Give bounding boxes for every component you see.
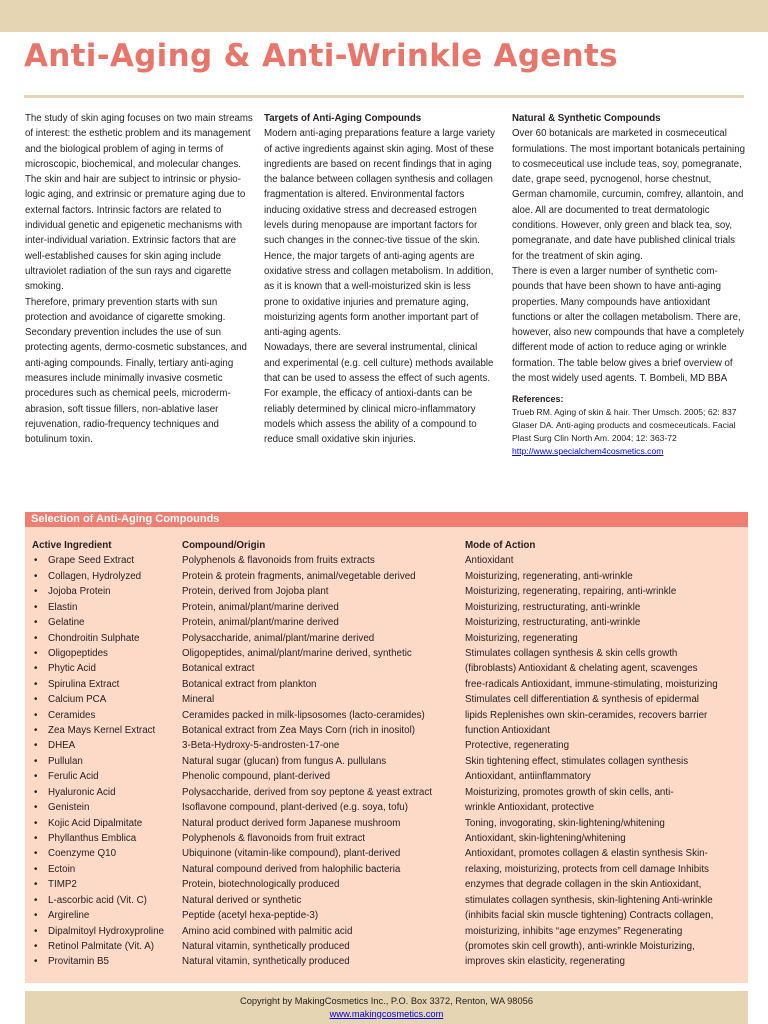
compound-item bbox=[182, 939, 432, 954]
ingredient-item bbox=[32, 692, 164, 707]
compound-item bbox=[182, 584, 432, 599]
mode-item-text: improves skin elasticity, regenerating bbox=[465, 956, 625, 968]
title-divider bbox=[24, 95, 744, 98]
compound-item-text: Botanical extract from Zea Mays Corn (rich in inositol) bbox=[182, 725, 416, 737]
ingredient-item-text: Phytic Acid bbox=[48, 663, 96, 675]
compound-item-text: Ceramides packed in milk-lipsosomes (lacto-ceramides) bbox=[182, 709, 425, 721]
mode-item bbox=[465, 924, 718, 939]
ingredient-item bbox=[32, 677, 164, 692]
targets-paragraph: Hence, the major targets of anti-aging agents are oxidative stress and collagen metabolism. In addition, as it is known that a well-moisturized skin is less prone to oxidative injuries and premature aging, moisturizing agents form another important part of anti-aging agents. bbox=[264, 250, 494, 339]
ingredient-item bbox=[32, 800, 164, 815]
targets-heading: Targets of Anti-Aging Compounds bbox=[264, 113, 422, 124]
mode-item bbox=[465, 954, 718, 969]
compound-item bbox=[182, 816, 432, 831]
compound-column bbox=[182, 538, 432, 970]
mode-item bbox=[465, 646, 718, 661]
ingredient-item bbox=[32, 661, 164, 676]
compound-item-text: Protein, derived from Jojoba plant bbox=[182, 586, 329, 598]
ingredient-item bbox=[32, 754, 164, 769]
intro-paragraph: The skin and hair are subject to intrinsic or physio-logic aging, and extrinsic or premature aging due to external factors. Intrinsic factors are related to individual genetic and epigenetic mechanisms with inter-individual variation. Extrinsic factors that are well-established causes for skin aging include ultraviolet radiation of the sun rays and cigarette smoking. bbox=[25, 174, 246, 293]
mode-item-text: Moisturizing, restructurating, anti-wrinkle bbox=[465, 617, 641, 629]
compound-item-text: Natural sugar (glucan) from fungus A. pullulans bbox=[182, 755, 387, 767]
ingredient-item bbox=[32, 908, 164, 923]
compound-item-text: Protein, animal/plant/marine derived bbox=[182, 601, 339, 613]
mode-item bbox=[465, 816, 718, 831]
compound-item bbox=[182, 893, 432, 908]
compound-item bbox=[182, 862, 432, 877]
ingredient-column bbox=[32, 538, 164, 970]
compound-item bbox=[182, 631, 432, 646]
ingredient-list bbox=[32, 553, 164, 969]
compound-item bbox=[182, 708, 432, 723]
references-link[interactable]: http://www.specialchem4cosmetics.com bbox=[512, 445, 664, 456]
compound-item bbox=[182, 553, 432, 568]
ingredient-item-text: Collagen, Hydrolyzed bbox=[48, 570, 142, 582]
compound-item bbox=[182, 569, 432, 584]
compound-item-text: Phenolic compound, plant-derived bbox=[182, 771, 331, 783]
ingredient-item-text: Kojic Acid Dipalmitate bbox=[48, 817, 143, 829]
compound-item-text: Natural compound derived from halophilic bacteria bbox=[182, 863, 401, 875]
mode-item-text: wrinkle Antioxidant, protective bbox=[465, 802, 595, 814]
natural-synthetic-heading: Natural & Synthetic Compounds bbox=[512, 113, 661, 124]
mode-item bbox=[465, 754, 718, 769]
targets-column bbox=[264, 111, 496, 448]
ingredient-item-text: Ectoin bbox=[48, 863, 76, 875]
compound-item-text: Natural vitamin, synthetically produced bbox=[182, 956, 350, 968]
compound-header: Compound/Origin bbox=[182, 540, 266, 551]
mode-item bbox=[465, 615, 718, 630]
mode-item-text: relaxing, moisturizing, protects from cell damage Inhibits bbox=[465, 863, 709, 875]
mode-item bbox=[465, 769, 718, 784]
mode-item bbox=[465, 569, 718, 584]
ingredient-item-text: L-ascorbic acid (Vit. C) bbox=[48, 894, 147, 906]
mode-item-text: Skin tightening effect, stimulates collagen synthesis bbox=[465, 755, 689, 767]
ingredient-item-text: Argireline bbox=[48, 910, 90, 922]
compound-item bbox=[182, 738, 432, 753]
mode-item-text: Antioxidant, antiinflammatory bbox=[465, 771, 591, 783]
footer-copyright: Copyright by MakingCosmetics Inc., P.O. Box 3372, Renton, WA 98056 bbox=[239, 996, 533, 1006]
intro-column bbox=[25, 111, 257, 448]
mode-item-text: (fibroblasts) Antioxidant & chelating agent, scavenges bbox=[465, 663, 698, 675]
mode-item-text: lipids Replenishes own skin-ceramides, recovers barrier bbox=[465, 709, 708, 721]
ingredient-item-text: Calcium PCA bbox=[48, 694, 107, 706]
references-heading: References: bbox=[512, 394, 564, 405]
compound-item bbox=[182, 846, 432, 861]
ingredient-item bbox=[32, 846, 164, 861]
compound-item-text: Botanical extract from plankton bbox=[182, 678, 317, 690]
ingredient-item bbox=[32, 600, 164, 615]
compound-item bbox=[182, 723, 432, 738]
mode-item bbox=[465, 692, 718, 707]
mode-item-text: Stimulates cell differentiation & synthesis of epidermal bbox=[465, 694, 699, 706]
compound-item-text: Natural product derived form Japanese mushroom bbox=[182, 817, 401, 829]
mode-item bbox=[465, 893, 718, 908]
compound-item-text: Natural derived or synthetic bbox=[182, 894, 302, 906]
compound-item bbox=[182, 692, 432, 707]
mode-item-text: Moisturizing, promotes growth of skin cells, anti- bbox=[465, 786, 674, 798]
mode-item-text: (inhibits facial skin muscle tightening) Contracts collagen, bbox=[465, 910, 714, 922]
compound-item bbox=[182, 954, 432, 969]
mode-item bbox=[465, 661, 718, 676]
ingredient-item-text: Grape Seed Extract bbox=[48, 555, 135, 567]
targets-paragraph: Nowadays, there are several instrumental, clinical and experimental (e.g. cell culture) methods available that can be used to assess the effect of such agents. For example, the efficacy of antioxi-dants can be reliably determined by clinical micro-inflammatory models which assess the ability of a compound to reduce small oxidative skin injuries. bbox=[264, 342, 494, 446]
compound-item-text: Mineral bbox=[182, 694, 215, 706]
mode-item-text: Toning, invogorating, skin-lightening/whitening bbox=[465, 817, 665, 829]
compound-item-text: Amino acid combined with palmitic acid bbox=[182, 925, 353, 937]
references-text bbox=[512, 406, 748, 457]
selection-title-bar: Selection of Anti-Aging Compounds bbox=[25, 512, 748, 527]
compound-item-text: Botanical extract bbox=[182, 663, 255, 675]
targets-paragraph: Modern anti-aging preparations feature a large variety of active ingredients against skin aging. Most of these ingredients are based on recent findings that in aging the balance between collagen synthesis and collagen fragmentation is altered. Environmental factors inducing oxidative stress and decreased estrogen levels during menopause are important factors for such changes in the connec-tive tissue of the skin. bbox=[264, 128, 496, 247]
ingredient-item-text: Spirulina Extract bbox=[48, 678, 120, 690]
mode-item bbox=[465, 738, 718, 753]
natural-synthetic-paragraph: There is even a larger number of synthetic com-pounds that have been shown to have anti-aging properties. Many compounds have antioxidant functions or alter the collagen metabolism. There are, however, also new compounds that have a completely different mode of action to reduce aging or wrinkle formation. The table below gives a brief overview of the most widely used agents. T. Bombeli, MD BBA bbox=[512, 265, 745, 385]
compound-item bbox=[182, 646, 432, 661]
footer bbox=[25, 991, 748, 1024]
ingredient-item-text: Chondroitin Sulphate bbox=[48, 632, 140, 644]
mode-item bbox=[465, 846, 718, 861]
ingredient-item bbox=[32, 723, 164, 738]
ingredient-item bbox=[32, 862, 164, 877]
ingredient-item-text: Hyaluronic Acid bbox=[48, 786, 116, 798]
compound-item-text: Protein, animal/plant/marine derived bbox=[182, 617, 339, 629]
intro-paragraph: Therefore, primary prevention starts with sun protection and avoidance of cigarette smoking. Secondary prevention includes the use of sun protecting agents, dermo-cosmetic substances, and anti-aging compounds. Finally, tertiary anti-aging measures include minimally invasive cosmetic procedures such as chemical peels, microderm-abrasion, soft tissue fillers, non-ablative laser rejuvenation, radio-frequency techniques and botulinum toxin. bbox=[25, 296, 247, 446]
mode-item bbox=[465, 631, 718, 646]
mode-item bbox=[465, 677, 718, 692]
compound-item bbox=[182, 924, 432, 939]
ingredient-item bbox=[32, 816, 164, 831]
ingredient-item-text: Elastin bbox=[48, 601, 78, 613]
compound-item bbox=[182, 600, 432, 615]
compound-item-text: Polysaccharide, animal/plant/marine derived bbox=[182, 632, 375, 644]
ingredient-item bbox=[32, 646, 164, 661]
mode-item bbox=[465, 785, 718, 800]
compound-item bbox=[182, 800, 432, 815]
mode-list bbox=[465, 553, 718, 969]
mode-item bbox=[465, 584, 718, 599]
ingredient-item bbox=[32, 708, 164, 723]
page-title: Anti-Aging & Anti-Wrinkle Agents bbox=[24, 38, 618, 74]
ingredient-item bbox=[32, 631, 164, 646]
mode-item bbox=[465, 877, 718, 892]
compound-item-text: Polyphenols & flavonoids from fruit extract bbox=[182, 833, 365, 845]
mode-item-text: Antioxidant bbox=[465, 555, 514, 567]
mode-item-text: Moisturizing, regenerating, repairing, anti-wrinkle bbox=[465, 586, 677, 598]
mode-item-text: Moisturizing, restructurating, anti-wrinkle bbox=[465, 601, 641, 613]
ingredient-item-text: Coenzyme Q10 bbox=[48, 848, 117, 860]
ingredient-item-text: Jojoba Protein bbox=[48, 586, 111, 598]
compound-item-text: Protein, biotechnologically produced bbox=[182, 879, 340, 891]
mode-item-text: Stimulates collagen synthesis & skin cells growth bbox=[465, 647, 678, 659]
compound-item-text: Protein & protein fragments, animal/vegetable derived bbox=[182, 570, 416, 582]
compound-item bbox=[182, 769, 432, 784]
mode-item-text: Antioxidant, promotes collagen & elastin synthesis Skin- bbox=[465, 848, 708, 860]
ingredient-item-text: Ferulic Acid bbox=[48, 771, 99, 783]
mode-item bbox=[465, 908, 718, 923]
natural-synthetic-column bbox=[512, 111, 748, 458]
mode-item-text: Moisturizing, regenerating bbox=[465, 632, 578, 644]
compound-item-text: Oligopeptides, animal/plant/marine derived, synthetic bbox=[182, 647, 412, 659]
mode-column bbox=[465, 538, 718, 970]
ingredient-item bbox=[32, 877, 164, 892]
ingredient-item bbox=[32, 831, 164, 846]
compound-item bbox=[182, 831, 432, 846]
selection-table bbox=[25, 527, 748, 983]
mode-item-text: Protective, regenerating bbox=[465, 740, 570, 752]
ingredient-item bbox=[32, 615, 164, 630]
compound-item bbox=[182, 615, 432, 630]
ingredient-item-text: Retinol Palmitate (Vit. A) bbox=[48, 940, 154, 952]
ingredient-item-text: Phyllanthus Emblica bbox=[48, 833, 137, 845]
ingredient-item-text: Gelatine bbox=[48, 617, 85, 629]
ingredient-item bbox=[32, 893, 164, 908]
ingredient-item-text: Ceramides bbox=[48, 709, 96, 721]
mode-item-text: Antioxidant, skin-lightening/whitening bbox=[465, 833, 626, 845]
ingredient-item bbox=[32, 569, 164, 584]
compound-item-text: Polysaccharide, derived from soy peptone & yeast extract bbox=[182, 786, 432, 798]
ingredient-header: Active Ingredient bbox=[32, 540, 112, 551]
mode-item bbox=[465, 939, 718, 954]
mode-item bbox=[465, 723, 718, 738]
compound-list bbox=[182, 553, 432, 969]
compound-item bbox=[182, 908, 432, 923]
mode-item-text: free-radicals Antioxidant, immune-stimulating, moisturizing bbox=[465, 678, 718, 690]
ingredient-item-text: Pullulan bbox=[48, 755, 83, 767]
mode-item bbox=[465, 708, 718, 723]
compound-item bbox=[182, 785, 432, 800]
ingredient-item bbox=[32, 769, 164, 784]
ingredient-item-text: Provitamin B5 bbox=[48, 956, 109, 968]
ingredient-item-text: Oligopeptides bbox=[48, 647, 108, 659]
compound-item bbox=[182, 754, 432, 769]
mode-item-text: Moisturizing, regenerating, anti-wrinkle bbox=[465, 570, 633, 582]
compound-item-text: 3-Beta-Hydroxy-5-androsten-17-one bbox=[182, 740, 340, 752]
compound-item-text: Peptide (acetyl hexa-peptide-3) bbox=[182, 910, 319, 922]
ingredient-item bbox=[32, 924, 164, 939]
references-citations: Trueb RM. Aging of skin & hair. Ther Umsch. 2005; 62: 837 Glaser DA. Anti-aging products and cosmeceuticals. Facial Plast Surg Clin North Am. 2004; 12: 363-72 bbox=[512, 407, 737, 443]
ingredient-item-text: TIMP2 bbox=[48, 879, 77, 891]
intro-paragraph: The study of skin aging focuses on two main streams of interest: the esthetic problem and its management and the biological problem of aging in terms of microscopic, biochemical, and molecular changes. bbox=[25, 113, 253, 170]
mode-item bbox=[465, 800, 718, 815]
ingredient-item bbox=[32, 785, 164, 800]
compound-item bbox=[182, 661, 432, 676]
ingredient-item-text: Dipalmitoyl Hydroxyproline bbox=[48, 925, 164, 937]
ingredient-item bbox=[32, 738, 164, 753]
ingredient-item bbox=[32, 939, 164, 954]
compound-item-text: Ubiquinone (vitamin-like compound), plant-derived bbox=[182, 848, 401, 860]
compound-item-text: Natural vitamin, synthetically produced bbox=[182, 940, 350, 952]
mode-item-text: moisturizing, inhibits “age enzymes” Regenerating bbox=[465, 925, 683, 937]
compound-item bbox=[182, 877, 432, 892]
mode-item bbox=[465, 553, 718, 568]
mode-item bbox=[465, 831, 718, 846]
natural-synthetic-paragraph: Over 60 botanicals are marketed in cosmeceutical formulations. The most important botanicals pertaining to cosmeceutical use include teas, soy, pomegranate, date, grape seed, pycnogenol, horse chestnut, German chamomile, curcumin, comfrey, allantoin, and aloe. All are documented to treat dermatologic conditions. However, only green and black tea, soy, pomegranate, and date have published clinical trials for the treatment of skin aging. bbox=[512, 128, 745, 262]
mode-header: Mode of Action bbox=[465, 540, 536, 551]
ingredient-item-text: Zea Mays Kernel Extract bbox=[48, 725, 156, 737]
mode-item bbox=[465, 862, 718, 877]
ingredient-item bbox=[32, 954, 164, 969]
mode-item-text: function Antioxidant bbox=[465, 725, 550, 737]
compound-item-text: Isoflavone compound, plant-derived (e.g. soya, tofu) bbox=[182, 802, 409, 814]
mode-item bbox=[465, 600, 718, 615]
ingredient-item-text: Genistein bbox=[48, 802, 90, 814]
mode-item-text: stimulates collagen synthesis, skin-lightening Anti-wrinkle bbox=[465, 894, 713, 906]
footer-link[interactable]: www.makingcosmetics.com bbox=[329, 1008, 444, 1019]
ingredient-item-text: DHEA bbox=[48, 740, 76, 752]
compound-item bbox=[182, 677, 432, 692]
compound-item-text: Polyphenols & flavonoids from fruits extracts bbox=[182, 555, 375, 567]
mode-item-text: enzymes that degrade collagen in the skin Antioxidant, bbox=[465, 879, 702, 891]
ingredient-item bbox=[32, 584, 164, 599]
top-band bbox=[0, 0, 768, 32]
mode-item-text: (promotes skin cell growth), anti-wrinkle Moisturizing, bbox=[465, 940, 695, 952]
ingredient-item bbox=[32, 553, 164, 568]
